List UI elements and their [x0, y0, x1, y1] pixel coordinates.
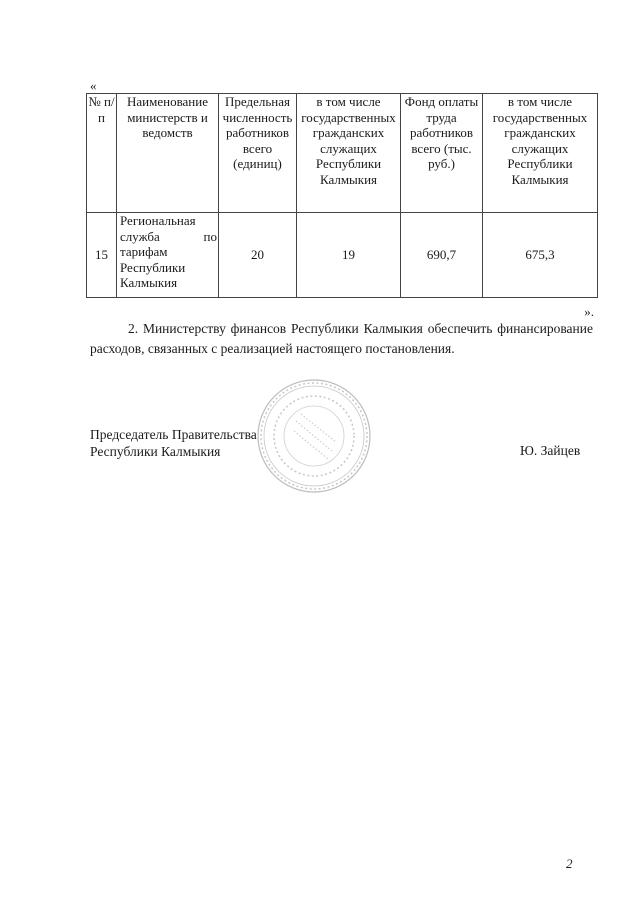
header-fund-total: Фонд оплаты труда работников всего (тыс. руб.)	[401, 94, 483, 213]
header-number: № п/п	[87, 94, 117, 213]
signature-name: Ю. Зайцев	[520, 443, 581, 458]
row-ministry-name: Региональная служба по тарифам Республики Калмыкия	[117, 213, 219, 298]
header-staff-civil: в том числе государственных гражданских служащих Республики Калмыкия	[297, 94, 401, 213]
table-header-row	[87, 94, 598, 213]
signature-title-line1: Председатель Правительства	[90, 427, 257, 442]
paragraph-text: 2. Министерству финансов Республики Калмыкия обеспечить финансирование расходов, связанных с реализацией настоящего постановления.	[90, 321, 593, 356]
header-staff-total: Предельная численность работников всего (единиц)	[219, 94, 297, 213]
opening-quote: «	[90, 78, 97, 93]
page-number: 2	[566, 856, 573, 871]
header-ministry: Наименование министерств и ведомств	[117, 94, 219, 213]
signature-title	[90, 426, 257, 460]
body-paragraph	[90, 319, 593, 359]
row-number: 15	[87, 213, 117, 298]
row-staff-total: 20	[219, 213, 297, 298]
row-staff-civil: 19	[297, 213, 401, 298]
signature-title-line2: Республики Калмыкия	[90, 444, 221, 459]
staffing-table	[86, 93, 598, 298]
header-fund-civil: в том числе государственных гражданских служащих Республики Калмыкия	[483, 94, 598, 213]
closing-quote: ».	[584, 304, 594, 319]
official-seal-stamp	[254, 376, 374, 496]
table-row	[87, 213, 598, 298]
row-fund-total: 690,7	[401, 213, 483, 298]
row-fund-civil: 675,3	[483, 213, 598, 298]
